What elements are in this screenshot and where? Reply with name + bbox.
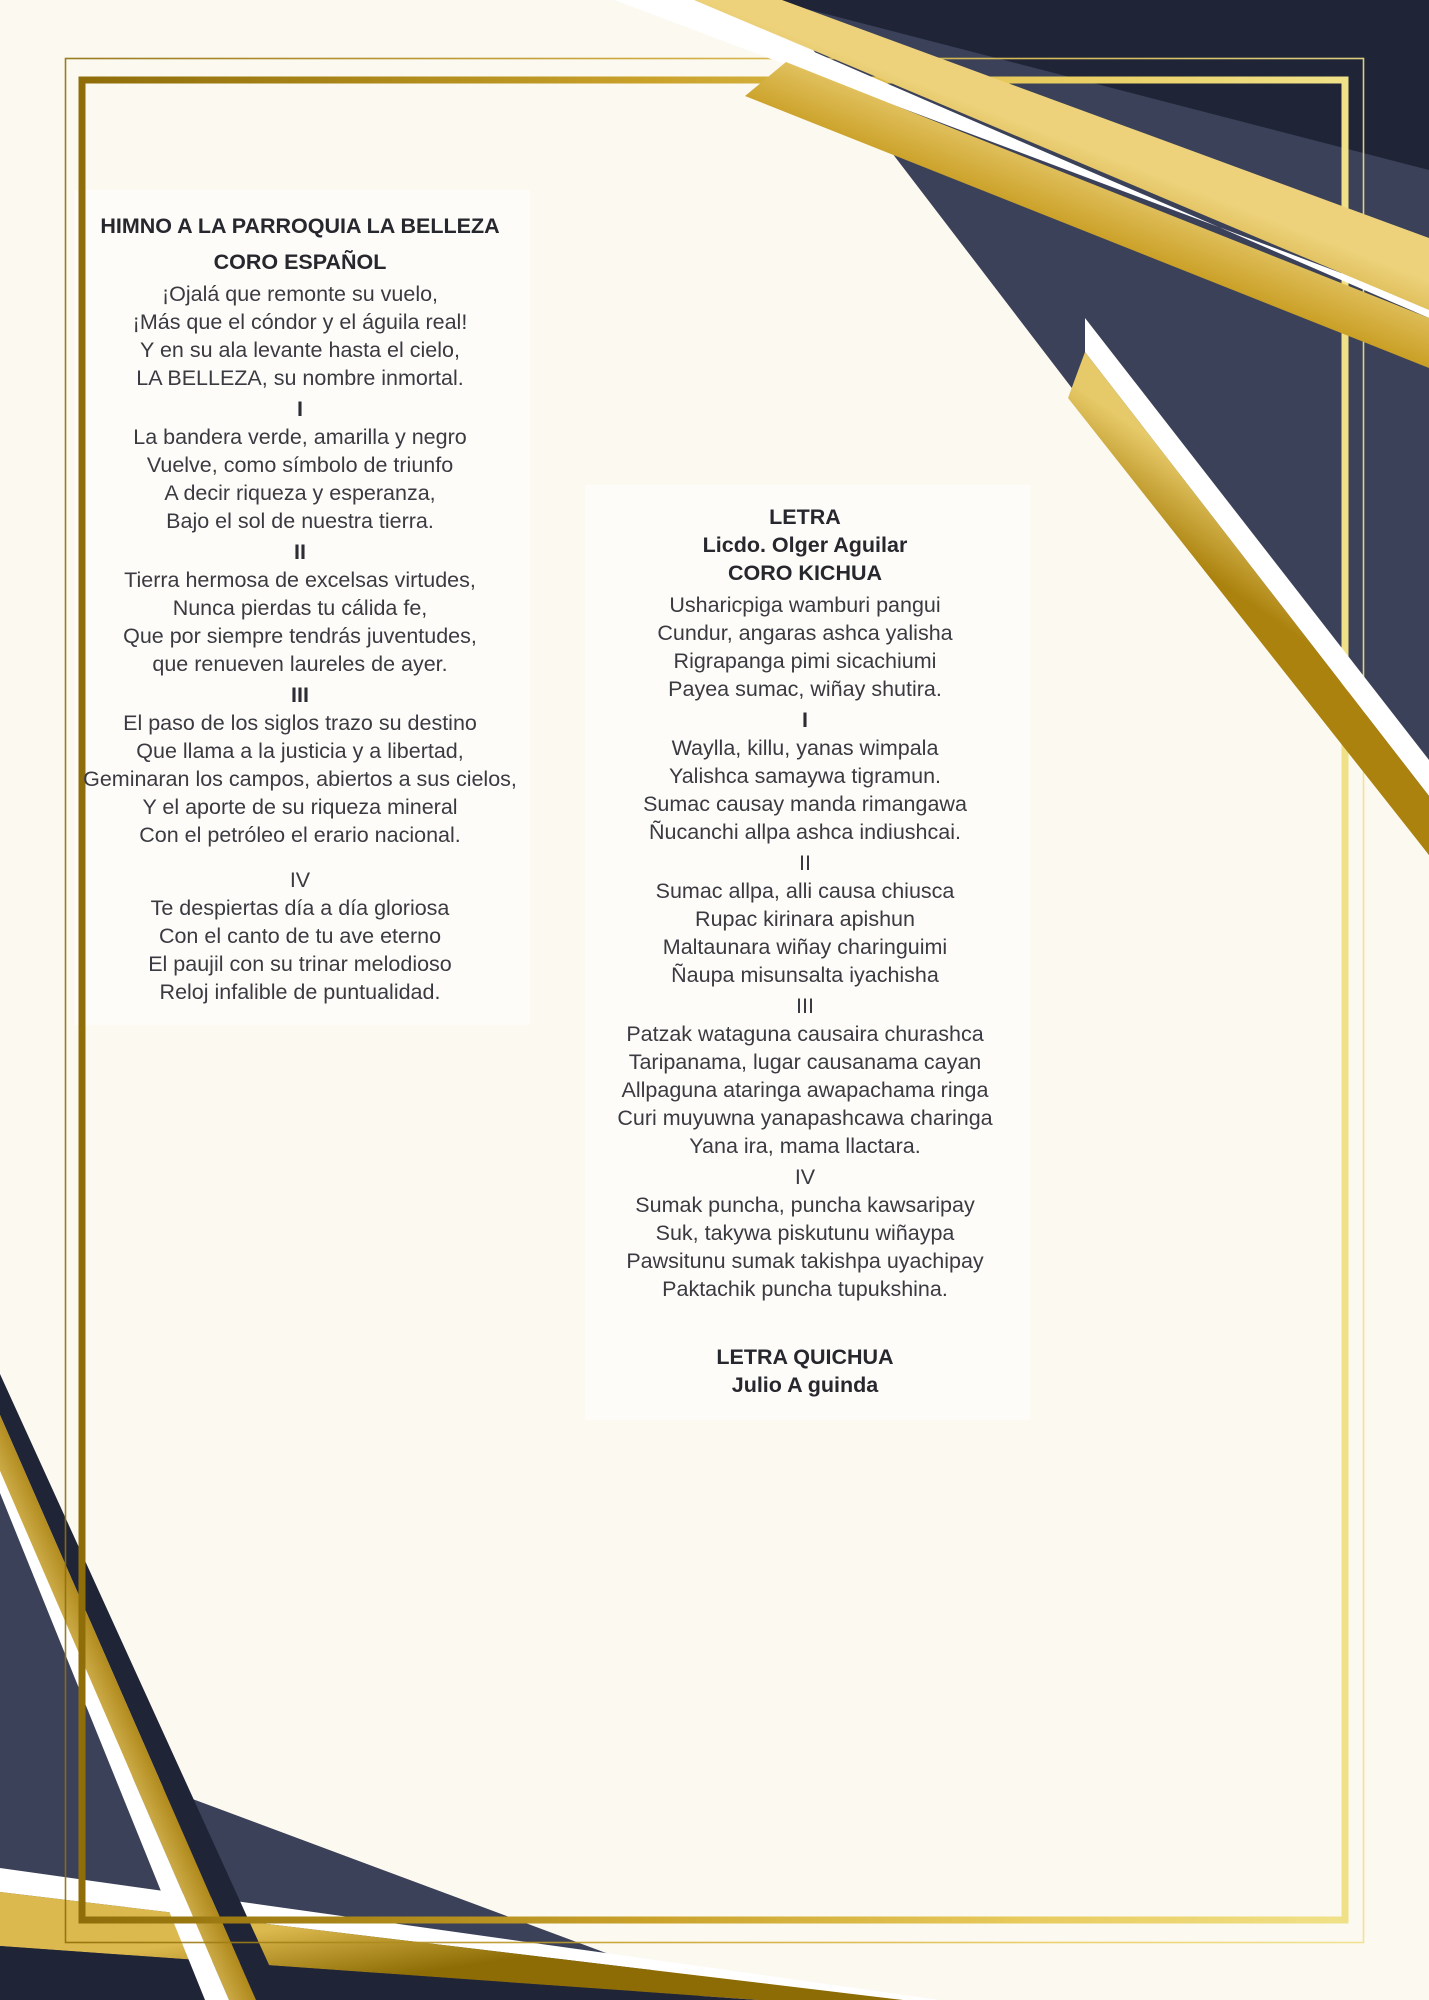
lyric-line: ¡Ojalá que remonte su vuelo, (161, 282, 439, 306)
lyric-line: El paso de los siglos trazo su destino (123, 711, 477, 735)
lyric-line: Suk, takywa piskutunu wiñaypa (655, 1221, 955, 1245)
credit-author: Licdo. Olger Aguilar (702, 533, 908, 557)
kichwa-verse-2 (575, 849, 1035, 989)
lyric-line: El paujil con su trinar melodioso (148, 952, 452, 976)
lyric-line: que renueven laureles de ayer. (152, 652, 448, 676)
lyric-line: Bajo el sol de nuestra tierra. (166, 509, 434, 533)
lyric-line: Y el aporte de su riqueza mineral (142, 795, 458, 819)
verse-number: III (291, 683, 309, 707)
verse-number: IV (794, 1165, 816, 1189)
spanish-verse-3 (70, 681, 530, 849)
lyric-line: La bandera verde, amarilla y negro (133, 425, 467, 449)
lyric-line: Con el canto de tu ave eterno (158, 924, 442, 948)
lyric-line: Ñaupa misunsalta iyachisha (671, 963, 939, 987)
lyric-line: Patzak wataguna causaira churashca (626, 1022, 984, 1046)
lyric-line: Usharicpiga wamburi pangui (669, 593, 941, 617)
lyric-line: A decir riqueza y esperanza, (164, 481, 436, 505)
spanish-chorus (70, 280, 530, 392)
page-title: HIMNO A LA PARROQUIA LA BELLEZA (100, 214, 500, 238)
verse-number: II (294, 540, 306, 564)
lyric-line: Payea sumac, wiñay shutira. (668, 677, 942, 701)
lyric-line: Tierra hermosa de excelsas virtudes, (124, 568, 476, 592)
lyric-line: Y en su ala levante hasta el cielo, (140, 338, 460, 362)
spanish-verse-4 (70, 866, 530, 1006)
lyric-line: Sumak puncha, puncha kawsaripay (635, 1193, 975, 1217)
verse-number: II (799, 851, 811, 875)
lyric-line: Vuelve, como símbolo de triunfo (146, 453, 454, 477)
lyric-line: Nunca pierdas tu cálida fe, (172, 596, 428, 620)
lyric-line: Reloj infalible de puntualidad. (159, 980, 441, 1004)
spanish-chorus-heading: CORO ESPAÑOL (213, 250, 387, 274)
lyric-line: Cundur, angaras ashca yalisha (657, 621, 953, 645)
footer-author: Julio A guinda (731, 1373, 879, 1397)
kichwa-verse-3 (575, 992, 1035, 1160)
lyric-line: Waylla, killu, yanas wimpala (671, 736, 939, 760)
spanish-column (70, 212, 530, 1006)
lyric-line: Geminaran los campos, abiertos a sus cielos, (83, 767, 517, 791)
lyric-line: LA BELLEZA, su nombre inmortal. (136, 366, 464, 390)
lyric-line: Paktachik puncha tupukshina. (662, 1277, 948, 1301)
lyric-line: Te despiertas día a día gloriosa (150, 896, 450, 920)
lyric-line: Maltaunara wiñay charinguimi (662, 935, 948, 959)
lyric-line: Taripanama, lugar causanama cayan (628, 1050, 982, 1074)
kichwa-verse-4 (575, 1163, 1035, 1303)
kichwa-credit-footer (575, 1343, 1035, 1399)
lyric-line: Allpaguna ataringa awapachama ringa (621, 1078, 989, 1102)
lyric-line: Pawsitunu sumak takishpa uyachipay (626, 1249, 984, 1273)
lyric-line: Curi muyuwna yanapashcawa charinga (617, 1106, 993, 1130)
kichwa-column (575, 503, 1035, 1399)
lyric-line: Sumac allpa, alli causa chiusca (655, 879, 955, 903)
lyric-line: Que llama a la justicia y a libertad, (136, 739, 464, 763)
lyric-line: Ñucanchi allpa ashca indiushcai. (649, 820, 961, 844)
lyric-line: Yana ira, mama llactara. (689, 1134, 921, 1158)
lyric-line: Rupac kirinara apishun (695, 907, 915, 931)
verse-number: IV (289, 868, 311, 892)
lyric-line: Sumac causay manda rimangawa (643, 792, 967, 816)
credit-label: LETRA (769, 505, 841, 529)
lyric-line: Yalishca samaywa tigramun. (668, 764, 942, 788)
lyric-line: Rigrapanga pimi sicachiumi (673, 649, 937, 673)
verse-number: III (796, 994, 814, 1018)
footer-label: LETRA QUICHUA (716, 1345, 894, 1369)
kichwa-chorus-heading: CORO KICHUA (727, 561, 883, 585)
spanish-verse-1 (70, 395, 530, 535)
bottom-left-corner-ornament (0, 1374, 940, 2000)
kichwa-verse-1 (575, 706, 1035, 846)
lyric-line: Con el petróleo el erario nacional. (139, 823, 461, 847)
verse-number: I (802, 708, 808, 732)
lyric-line: ¡Más que el cóndor y el águila real! (132, 310, 468, 334)
spanish-verse-2 (70, 538, 530, 678)
verse-number: I (297, 397, 303, 421)
kichwa-chorus (575, 591, 1035, 703)
lyric-line: Que por siempre tendrás juventudes, (123, 624, 477, 648)
